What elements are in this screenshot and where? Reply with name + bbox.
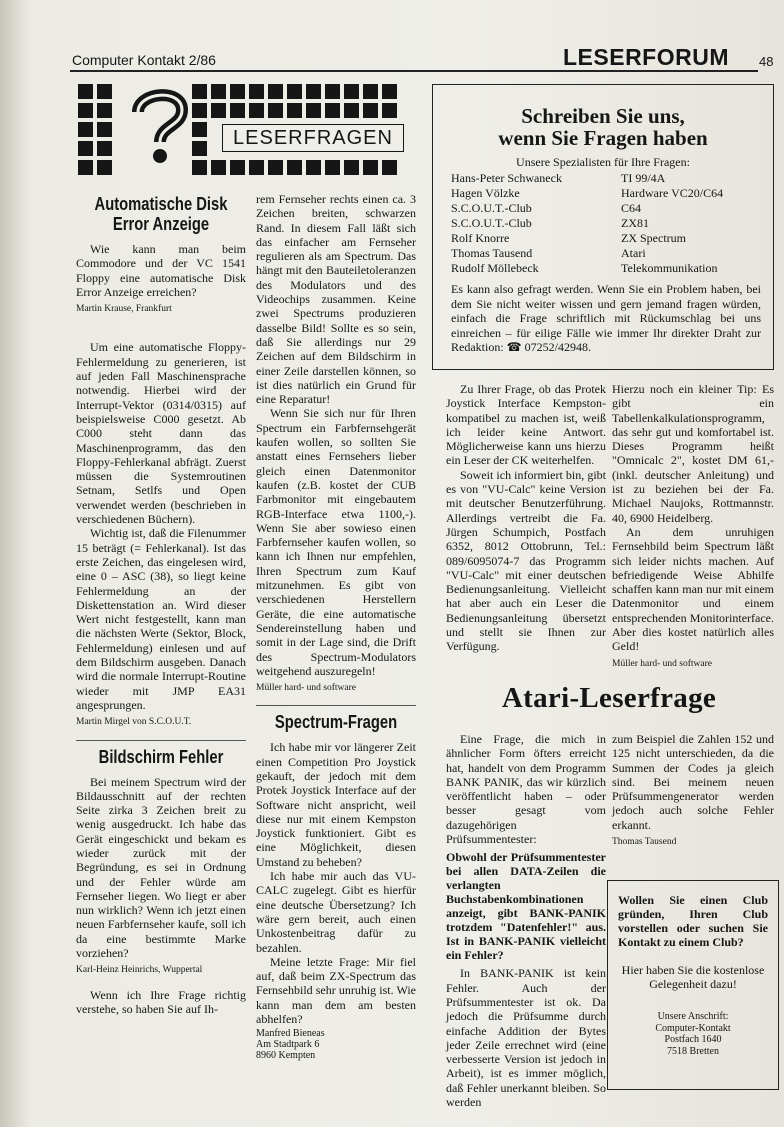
logo-square <box>268 84 283 99</box>
headline-disk-error: Automatische Disk Error Anzeige <box>94 194 228 234</box>
expert-name: Hans-Peter Schwaneck <box>451 171 562 185</box>
logo-square <box>363 103 378 118</box>
logo-square <box>230 84 245 99</box>
expert-row <box>451 201 723 216</box>
header-rule <box>70 70 758 72</box>
question-text: Ich habe mir vor längerer Zeit einen Competition Pro Joystick gekauft, der jedoch mit dem Protek Joystick Interface auf der Software nicht anspricht, weil diese nur mit einem Kempston Joystick funktioniert. Gibt es eine Möglichkeit, diesen Umstand zu beheben? <box>256 740 416 869</box>
expert-name: Hagen Völzke <box>451 186 520 200</box>
logo-square <box>249 84 264 99</box>
expert-row <box>451 261 723 276</box>
expert-topic: ZX Spectrum <box>621 231 686 245</box>
logo-square <box>211 84 226 99</box>
atari-column-2 <box>612 732 774 859</box>
address-line: Unsere Anschrift: <box>657 1011 729 1022</box>
logo-square <box>192 84 207 99</box>
expert-topic: ZX81 <box>621 216 649 230</box>
expert-name: S.C.O.U.T.-Club <box>451 201 532 215</box>
address-line: Postfach 1640 <box>664 1034 722 1045</box>
logo-square <box>97 122 112 137</box>
expert-name: Rudolf Möllebeck <box>451 261 539 275</box>
logo-square <box>78 84 93 99</box>
address-line: Am Stadtpark 6 <box>256 1039 320 1051</box>
page-number: 48 <box>759 54 774 69</box>
experts-subtitle: Unsere Spezialisten für Ihre Fragen: <box>516 155 690 169</box>
club-address <box>608 1011 778 1057</box>
logo-square <box>382 103 397 118</box>
experts-box <box>432 84 774 370</box>
expert-row <box>451 246 723 261</box>
experts-table <box>451 171 723 276</box>
logo-square <box>97 141 112 156</box>
author-signature: Karl-Heinz Heinrichs, Wuppertal <box>76 965 203 976</box>
answer-paragraph: Hierzu noch ein kleiner Tip: Es gibt ein Tabellenkalkulationsprogramm, das sehr gut und komfortabel ist. Dieses Programm heißt "Omnicalc 2", kostet DM 61,- (inkl. deutscher Anleitung) und ist zu beziehen bei der Fa. Michael Naujoks, Rottmannstr. 40, 6900 Heidelberg. <box>612 382 774 525</box>
expert-row <box>451 231 723 246</box>
club-question: Wollen Sie einen Club gründen, Ihren Club vorstellen oder suchen Sie Kontakt zu einem Club? <box>618 893 768 949</box>
address-line: Manfred Bieneas <box>256 1028 325 1040</box>
logo-square <box>306 160 321 175</box>
answer-paragraph: In BANK-PANIK ist kein Fehler. Auch der Prüfsummentester ist ok. Da jedoch die Prüfsumme durch einfache Addition der Bytes jeder Zeile errechnet wird (eine verbesserte Version ist jedoch in Arbeit), ist es immer möglich, daß Fehler unerkannt bleiben. So werden <box>446 966 606 1110</box>
logo-square <box>306 84 321 99</box>
logo-square <box>287 84 302 99</box>
logo-square <box>97 103 112 118</box>
club-box <box>607 880 779 1090</box>
column-3 <box>446 382 606 654</box>
expert-name: S.C.O.U.T.-Club <box>451 216 532 230</box>
address-line: Computer-Kontakt <box>655 1022 731 1034</box>
logo-square <box>363 160 378 175</box>
expert-topic: Telekommunikation <box>621 261 718 275</box>
logo-square <box>287 160 302 175</box>
experts-title-line: wenn Sie Fragen haben <box>498 126 708 150</box>
headline-spectrum: Spectrum-Fragen <box>274 712 398 733</box>
logo-square <box>325 160 340 175</box>
author-signature: Müller hard- und software <box>612 658 712 669</box>
answer-paragraph: zum Beispiel die Zahlen 152 und 125 nicht unterschieden, da die Summen der Codes ja gleich sind. Bei meinem neuen Prüfsummengenerator werden jedoch auch solche Fehler erkannt. <box>612 732 774 832</box>
logo-square <box>249 103 264 118</box>
logo-square <box>344 160 359 175</box>
author-address <box>256 1028 416 1061</box>
expert-row <box>451 216 723 231</box>
atari-column-1 <box>446 732 606 1109</box>
club-offer: Hier haben Sie die kostenlose Gelegenheit dazu! <box>621 963 765 991</box>
answer-paragraph: Um eine automatische Floppy-Fehlermeldung zu generieren, ist auf jeden Fall Maschinensprache notwendig. Hierbei wird der Interrupt-Vektor (0314/0315) auf beispielsweise C000 gesetzt. Ab C000 steht dann das Maschinenprogramm, das den Floppy-Fehlerkanal abfrägt. Zuerst müssen die Systemroutinen Setnam, Setlfs und Open verwendet werden (beschrieben in verschiedenen Büchern). <box>76 340 246 527</box>
expert-topic: TI 99/4A <box>621 171 666 185</box>
author-signature: Thomas Tausend <box>612 837 677 848</box>
logo-square <box>211 160 226 175</box>
logo-square <box>382 160 397 175</box>
column-1 <box>76 188 246 1016</box>
address-line: 8960 Kempten <box>256 1050 316 1062</box>
question-text: Ich habe mir auch das VU-CALC zugelegt. Gibt es hierfür eine deutsche Übersetzung? Ich wäre gern bereit, auch einen Unkostenbeitrag dafür zu bezahlen. <box>256 869 416 955</box>
answer-paragraph: An dem unruhigen Fernsehbild beim Spectrum läßt sich leider nichts machen. Auf befriedigende Weise Abhilfe schaffen kann man nur mit einem Datenmonitor und einem entsprechenden Monitorinterface. Aber dies kostet natürlich alles Geld! <box>612 524 774 654</box>
logo-label: LESERFRAGEN <box>222 124 404 152</box>
experts-footer: Es kann also gefragt werden. Wenn Sie ein Problem haben, bei dem Sie nicht weiter wissen und gern jemand fragen würden, einfach die Frage schriftlich mit Rückumschlag bei uns einreichen – für eilige Fälle wie immer Ihr direkter Draht zur Redaktion: ☎ 07252/42948. <box>451 282 761 355</box>
atari-headline: Atari-Leserfrage <box>501 682 717 714</box>
headline-bildschirm: Bildschirm Fehler <box>98 746 224 767</box>
author-signature: Martin Mirgel von S.C.O.U.T. <box>76 717 192 728</box>
logo-square <box>78 103 93 118</box>
logo-square <box>78 122 93 137</box>
answer-paragraph: Soweit ich informiert bin, gibt es von "VU-Calc" keine Version mit deutscher Benutzerführung. Allerdings vertreibt die Fa. Jürgen Schumpich, Postfach 6352, 8012 Ottobrunn, Tel.: 089/6095074-7 das Programm "VU-Calc" mit einer deutschen Bedienungsanleitung. Vielleicht hat aber auch ein Leser die Bedienungsanleitung übersetzt und stellt sie Ihnen zur Verfügung. <box>446 467 606 654</box>
expert-topic: C64 <box>621 201 642 215</box>
experts-title-line: Schreiben Sie uns, <box>521 104 685 128</box>
column-4 <box>612 382 774 681</box>
logo-square <box>192 141 207 156</box>
issue-label: Computer Kontakt 2/86 <box>72 52 216 68</box>
logo-square <box>325 103 340 118</box>
logo-square <box>306 103 321 118</box>
logo-square <box>344 103 359 118</box>
address-line: 7518 Bretten <box>667 1045 719 1057</box>
logo-square <box>192 160 207 175</box>
section-title: LESERFORUM <box>563 44 729 70</box>
logo-square <box>192 103 207 118</box>
author-signature: Martin Krause, Frankfurt <box>76 304 172 315</box>
logo-square <box>382 84 397 99</box>
logo-square <box>287 103 302 118</box>
logo-square <box>78 160 93 175</box>
answer-paragraph: Wenn ich Ihre Frage richtig verstehe, so haben Sie auf Ih- <box>76 987 246 1016</box>
logo-square <box>268 160 283 175</box>
question-mark-icon <box>130 86 190 166</box>
logo-square <box>325 84 340 99</box>
logo-square <box>192 122 207 137</box>
answer-paragraph: Wichtig ist, daß die Filenummer 15 beträgt (= Fehlerkanal). Ist das erste Zeichen, das eingelesen wird, eine 0 – ASC (38), so liegt keine Fehlermeldung an der Diskettenstation an. Wird dieser Wert nicht festgestellt, kann man die nächsten Werte (Sektor, Block, Fehlermeldung) einlesen und auf dem Bildschirm ausgeben. Danach wird die normale Interrupt-Routine wieder mit JMP EA31 angesprungen. <box>76 526 246 712</box>
logo-square <box>78 141 93 156</box>
logo-square <box>344 84 359 99</box>
logo-square <box>268 103 283 118</box>
logo-square <box>249 160 264 175</box>
logo-square <box>230 160 245 175</box>
logo-square <box>363 84 378 99</box>
logo-square <box>97 160 112 175</box>
column-2 <box>256 192 416 1061</box>
expert-topic: Hardware VC20/C64 <box>621 186 724 200</box>
question-text: Meine letzte Frage: Mir fiel auf, daß beim ZX-Spectrum das Fernsehbild sehr unruhig ist. Wie kann man dem am besten abhelfen? <box>256 954 416 1027</box>
answer-paragraph: Zu Ihrer Frage, ob das Protek Joystick Interface Kempston-kompatibel zu machen ist, weiß ich leider keine Antwort. Möglicherweise kann uns hierzu ein Leser der CK weiterhelfen. <box>446 382 606 468</box>
expert-row <box>451 171 723 186</box>
answer-paragraph: rem Fernseher rechts einen ca. 3 Zeichen breiten, schwarzen Rand. In diesem Fall läßt sich das einfacher am Fernseher regulieren als am Spectrum. Das hängt mit den Bauteiletoleranzen des Modulators und des Videochips zusammen. Keine zwei Spectrums produzieren dasselbe Bild! Sollte es so sein, daß Sie allerdings nur 29 Zeichen auf dem Bildschirm in einer Zeile darstellen können, so ist dies natürlich ein Grund für eine Reparatur! <box>256 192 416 407</box>
question-bold: Obwohl der Prüfsummentester bei allen DATA-Zeilen die verlangten Buchstabenkombinationen anzeigt, gibt BANK-PANIK trotzdem "Datenfehler!" aus. Ist in BANK-PANIK vielleicht ein Fehler? <box>446 850 606 963</box>
logo-square <box>97 84 112 99</box>
question-text: Eine Frage, die mich in ähnlicher Form öfters erreicht hat, handelt von dem Programm BANK PANIK, das wir kürzlich veröffentlicht haben – oder besser gesagt vom dazugehörigen Prüfsummentester: <box>446 732 606 847</box>
logo-square <box>230 103 245 118</box>
experts-title <box>433 105 773 149</box>
expert-name: Rolf Knorre <box>451 231 510 245</box>
expert-row <box>451 186 723 201</box>
author-signature: Müller hard- und software <box>256 683 356 694</box>
expert-topic: Atari <box>621 246 646 260</box>
expert-name: Thomas Tausend <box>451 246 533 260</box>
question-text: Wie kann man beim Commodore und der VC 1541 Floppy eine automatische Disk Error Anzeige erreichen? <box>76 242 246 299</box>
logo-square <box>211 103 226 118</box>
answer-paragraph: Wenn Sie sich nur für Ihren Spectrum ein Farbfernsehgerät kaufen wollen, so sollten Sie anstatt eines Fernsehers lieber gleich einen Datenmonitor kaufen (z.B. kostet der CUB Farbmonitor mit eingebautem RGB-Interface etwa 1100,-). Wenn Sie aber sowieso einen Farbfernseher kaufen wollen, so kann ich Ihnen nur empfehlen, Ihren Spectrum zum Kauf mitzunehmen. Es gibt von verschiedenen Herstellern Geräte, die eine automatische Sendereinstellung haben und somit in der Lage sind, die Drift des Spectrum-Modulators weitgehend auszuregeln! <box>256 406 416 678</box>
question-text: Bei meinem Spectrum wird der Bildausschnitt auf der rechten Seite zirka 3 Zeichen breit zu wenig ausgedruckt. Ich habe das Gerät eingeschickt und bekam es wieder zurück mit der Begründung, es sei in Ordnung und der Fehler würde am Fernseher liegen. Wo liegt er aber nun wirklich? Wenn ich jetzt einen neuen Farbfernseher kaufe, soll ich da eine bestimmte Marke vorziehen? <box>76 774 246 961</box>
